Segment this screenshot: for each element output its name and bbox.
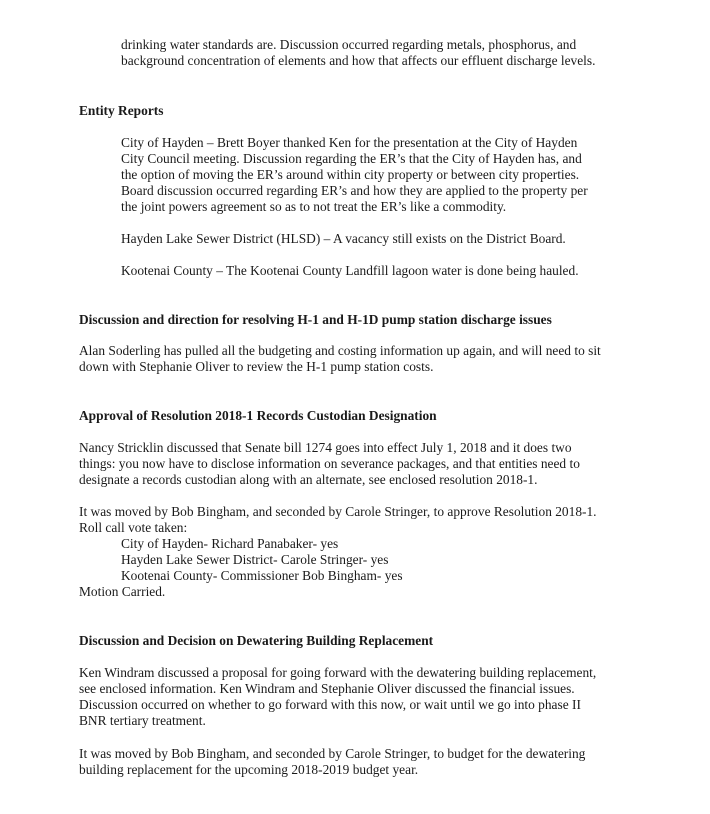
dewatering-motion-line: It was moved by Bob Bingham, and seconded by Carole Stringer, to budget for the dewatering	[79, 746, 586, 761]
resolution-motion-paragraph	[79, 504, 639, 536]
dewatering-line: Ken Windram discussed a proposal for going forward with the dewatering building replacement,	[79, 665, 597, 680]
dewatering-motion-paragraph	[79, 746, 639, 778]
resolution-heading: Approval of Resolution 2018-1 Records Custodian Designation	[79, 408, 437, 423]
dewatering-motion-line: building replacement for the upcoming 2018-2019 budget year.	[79, 762, 419, 777]
vote-item: Hayden Lake Sewer District- Carole Stringer- yes	[121, 552, 389, 567]
pump-station-paragraph	[79, 343, 639, 375]
dewatering-line: Discussion occurred on whether to go forward with this now, or wait until we go into phase II	[79, 697, 581, 712]
vote-list	[121, 536, 403, 584]
resolution-line: designate a records custodian along with an alternate, see enclosed resolution 2018-1.	[79, 472, 538, 487]
kootenai-report-paragraph	[121, 263, 641, 279]
dewatering-paragraph	[79, 665, 639, 729]
hayden-line: the option of moving the ER’s around within city property or between city properties.	[121, 167, 580, 182]
intro-paragraph	[121, 37, 641, 69]
hayden-line: the joint powers agreement so as to not treat the ER’s like a commodity.	[121, 199, 507, 214]
vote-item: Kootenai County- Commissioner Bob Bingham- yes	[121, 568, 403, 583]
pump-station-heading: Discussion and direction for resolving H-1 and H-1D pump station discharge issues	[79, 312, 552, 327]
hayden-report-paragraph	[121, 135, 641, 215]
entity-reports-heading: Entity Reports	[79, 103, 164, 118]
pump-station-line: Alan Soderling has pulled all the budgeting and costing information up again, and will need to sit	[79, 343, 601, 358]
dewatering-heading: Discussion and Decision on Dewatering Building Replacement	[79, 633, 434, 648]
resolution-motion-line: It was moved by Bob Bingham, and seconded by Carole Stringer, to approve Resolution 2018-1.	[79, 504, 597, 519]
hlsd-line: Hayden Lake Sewer District (HLSD) – A vacancy still exists on the District Board.	[121, 231, 566, 246]
hlsd-report-paragraph	[121, 231, 641, 247]
resolution-paragraph	[79, 440, 639, 488]
hayden-line: City of Hayden – Brett Boyer thanked Ken for the presentation at the City of Hayden	[121, 135, 578, 150]
intro-line: background concentration of elements and how that affects our effluent discharge levels.	[121, 53, 596, 68]
pump-station-line: down with Stephanie Oliver to review the H-1 pump station costs.	[79, 359, 434, 374]
motion-result	[79, 584, 639, 600]
resolution-line: Nancy Stricklin discussed that Senate bill 1274 goes into effect July 1, 2018 and it does two	[79, 440, 572, 455]
vote-item: City of Hayden- Richard Panabaker- yes	[121, 536, 339, 551]
motion-carried-line: Motion Carried.	[79, 584, 166, 599]
intro-line: drinking water standards are. Discussion occurred regarding metals, phosphorus, and	[121, 37, 577, 52]
hayden-line: City Council meeting. Discussion regarding the ER’s that the City of Hayden has, and	[121, 151, 582, 166]
resolution-line: things: you now have to disclose information on severance packages, and that entities need to	[79, 456, 580, 471]
dewatering-line: see enclosed information. Ken Windram and Stephanie Oliver discussed the financial issues.	[79, 681, 575, 696]
hayden-line: Board discussion occurred regarding ER’s and how they are applied to the property per	[121, 183, 588, 198]
dewatering-line: BNR tertiary treatment.	[79, 713, 206, 728]
kootenai-line: Kootenai County – The Kootenai County Landfill lagoon water is done being hauled.	[121, 263, 579, 278]
roll-call-line: Roll call vote taken:	[79, 520, 188, 535]
